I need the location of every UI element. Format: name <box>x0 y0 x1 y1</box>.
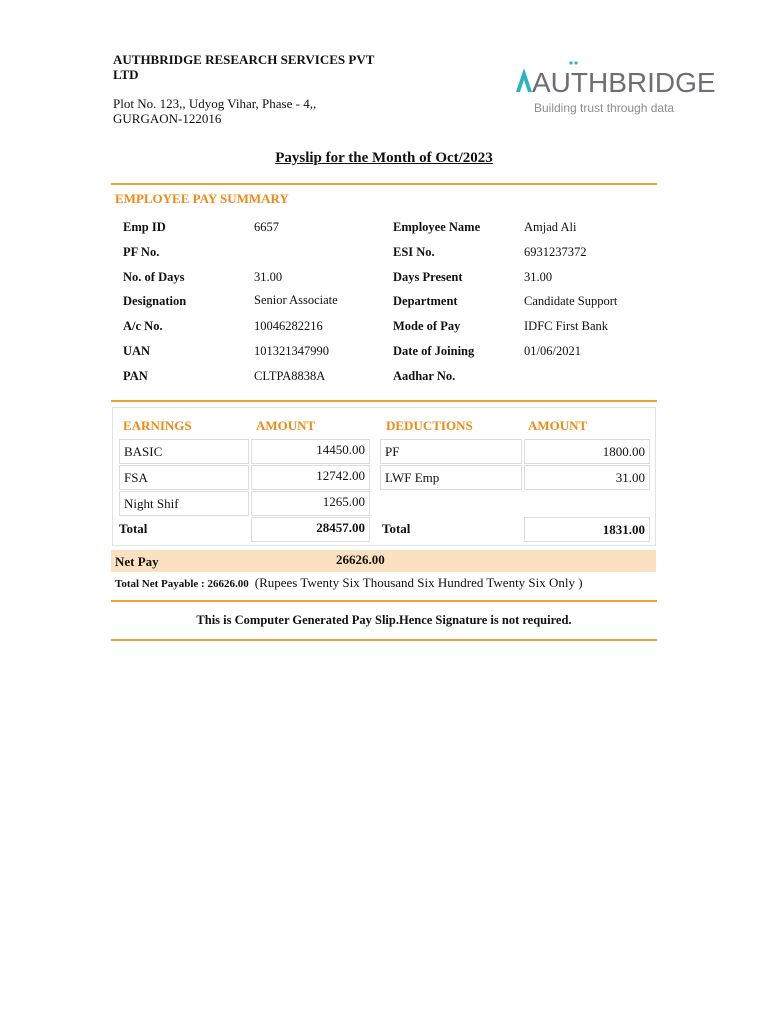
deduction-name: PF <box>380 439 522 464</box>
value-mode-of-pay: IDFC First Bank <box>524 319 609 333</box>
divider <box>111 183 657 185</box>
total-net-payable <box>115 574 583 592</box>
label-date-of-joining: Date of Joining <box>393 344 475 358</box>
earnings-total-label: Total <box>119 521 148 536</box>
value-esi-no: 6931237372 <box>524 245 587 259</box>
value-ac-no: 10046282216 <box>254 319 323 333</box>
earning-name: FSA <box>119 465 249 490</box>
logo-wordmark: AUTHBRIDGE <box>532 67 716 98</box>
divider <box>111 600 657 602</box>
authbridge-logo <box>512 52 716 122</box>
net-pay-value: 26626.00 <box>336 552 385 567</box>
company-name: AUTHBRIDGE RESEARCH SERVICES PVT LTD <box>113 52 375 82</box>
payslip-title: Payslip for the Month of Oct/2023 <box>275 150 493 166</box>
deduction-amount: 1800.00 <box>524 439 650 464</box>
value-designation: Senior Associate <box>254 293 338 307</box>
label-employee-name: Employee Name <box>393 220 481 234</box>
deductions-total: 1831.00 <box>524 517 650 542</box>
earning-amount: 14450.00 <box>251 439 370 464</box>
value-no-of-days: 31.00 <box>254 270 283 284</box>
earning-amount: 12742.00 <box>251 465 370 490</box>
label-mode-of-pay: Mode of Pay <box>393 319 461 333</box>
section-heading-employee-pay-summary: EMPLOYEE PAY SUMMARY <box>115 191 289 206</box>
earnings-amount-heading: AMOUNT <box>256 418 316 433</box>
net-pay-label: Net Pay <box>115 554 159 569</box>
net-pay-in-words: (Rupees Twenty Six Thousand Six Hundred Twenty Six Only ) <box>254 575 583 590</box>
label-no-of-days: No. of Days <box>123 270 185 284</box>
divider <box>111 400 657 402</box>
divider <box>111 639 657 641</box>
value-pan: CLTPA8838A <box>254 369 326 383</box>
company-address: Plot No. 123,, Udyog Vihar, Phase - 4,, GURGAON-122016 <box>113 96 317 126</box>
value-date-of-joining: 01/06/2021 <box>524 344 581 358</box>
label-pan: PAN <box>123 369 148 383</box>
earnings-total: 28457.00 <box>251 517 370 542</box>
label-uan: UAN <box>123 344 151 358</box>
value-department: Candidate Support <box>524 294 618 308</box>
label-days-present: Days Present <box>393 270 463 284</box>
earning-amount: 1265.00 <box>251 491 370 516</box>
value-employee-name: Amjad Ali <box>524 220 577 234</box>
deduction-amount: 31.00 <box>524 465 650 490</box>
deduction-name: LWF Emp <box>380 465 522 490</box>
deductions-heading: DEDUCTIONS <box>386 418 473 433</box>
computer-generated-note: This is Computer Generated Pay Slip.Hence Signature is not required. <box>196 613 572 627</box>
label-emp-id: Emp ID <box>123 220 166 234</box>
value-days-present: 31.00 <box>524 270 553 284</box>
earnings-heading: EARNINGS <box>123 418 192 433</box>
label-esi-no: ESI No. <box>393 245 435 259</box>
deductions-amount-heading: AMOUNT <box>528 418 588 433</box>
earning-name: Night Shif <box>119 491 249 516</box>
label-ac-no: A/c No. <box>123 319 163 333</box>
label-department: Department <box>393 294 458 308</box>
deductions-total-label: Total <box>382 521 411 536</box>
label-designation: Designation <box>123 294 187 308</box>
value-emp-id: 6657 <box>254 220 279 234</box>
label-pf-no: PF No. <box>123 245 160 259</box>
value-uan: 101321347990 <box>254 344 329 358</box>
total-net-payable-label: Total Net Payable : 26626.00 <box>115 578 249 590</box>
earning-name: BASIC <box>119 439 249 464</box>
logo-tagline: Building trust through data <box>534 101 675 115</box>
label-aadhar-no: Aadhar No. <box>393 369 456 383</box>
